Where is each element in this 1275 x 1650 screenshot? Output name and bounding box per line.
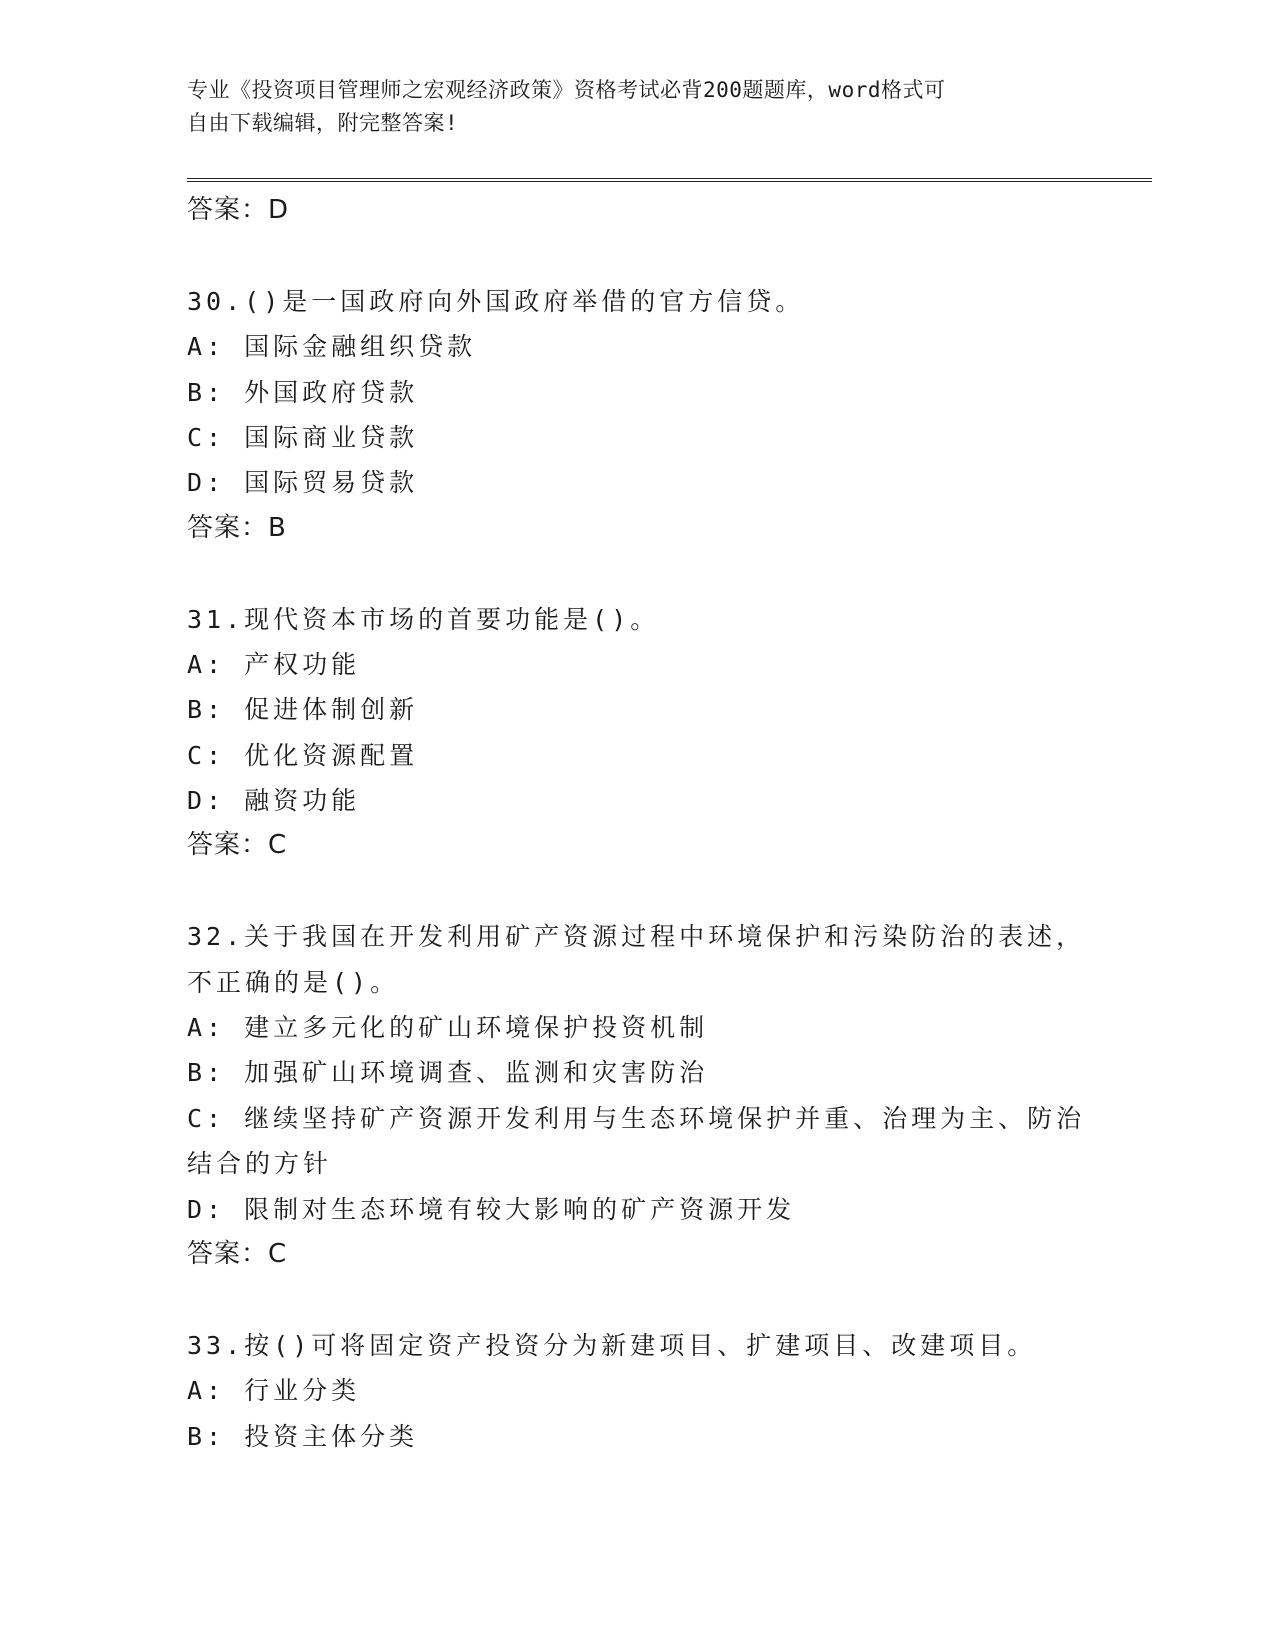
- header-line-1: 专业《投资项目管理师之宏观经济政策》资格考试必背200题题库，word格式可: [187, 78, 946, 102]
- question-list: [187, 188, 1087, 1459]
- option-d: D: 国际贸易贷款: [187, 468, 419, 498]
- header-line-2: 自由下载编辑，附完整答案!: [187, 111, 459, 135]
- spacer: [187, 869, 1087, 914]
- answer-line: 答案：D: [187, 195, 290, 225]
- question-block: [187, 914, 1087, 1277]
- option-b: B: 促进体制创新: [187, 695, 419, 725]
- option-b: B: 加强矿山环境调查、监测和灾害防治: [187, 1058, 709, 1088]
- spacer: [187, 551, 1087, 596]
- option-c: C: 优化资源配置: [187, 740, 419, 770]
- answer-line: 答案：C: [187, 830, 288, 861]
- option-a: A: 建立多元化的矿山环境保护投资机制: [187, 1013, 709, 1043]
- option-a: A: 行业分类: [187, 1376, 361, 1406]
- question-stem: 33.按()可将固定资产投资分为新建项目、扩建项目、改建项目。: [187, 1330, 1037, 1360]
- option-d: D: 限制对生态环境有较大影响的矿产资源开发: [187, 1194, 796, 1224]
- option-b: B: 投资主体分类: [187, 1421, 419, 1451]
- spacer: [187, 1277, 1087, 1322]
- answer-line: 答案：C: [187, 1238, 288, 1269]
- question-stem: 31.现代资本市场的首要功能是()。: [187, 604, 660, 634]
- option-b: B: 外国政府贷款: [187, 377, 419, 407]
- question-block: [187, 279, 1087, 551]
- header-double-rule: [187, 178, 1152, 182]
- option-c-continued: 结合的方针: [187, 1149, 333, 1179]
- question-block: [187, 597, 1087, 869]
- option-c: C: 继续坚持矿产资源开发利用与生态环境保护并重、治理为主、防治: [187, 1103, 1086, 1133]
- option-d: D: 融资功能: [187, 786, 361, 816]
- question-stem: 32.关于我国在开发利用矿产资源过程中环境保护和污染防治的表述，: [187, 922, 1086, 952]
- spacer: [187, 233, 1087, 278]
- option-a: A: 产权功能: [187, 649, 361, 679]
- answer-line: 答案：B: [187, 512, 287, 543]
- question-stem-continued: 不正确的是()。: [187, 967, 400, 997]
- question-block: [187, 1323, 1087, 1459]
- page-header: [187, 74, 1067, 140]
- question-stem: 30.()是一国政府向外国政府举借的官方信贷。: [187, 286, 805, 316]
- option-a: A: 国际金融组织贷款: [187, 332, 477, 362]
- option-c: C: 国际商业贷款: [187, 422, 419, 452]
